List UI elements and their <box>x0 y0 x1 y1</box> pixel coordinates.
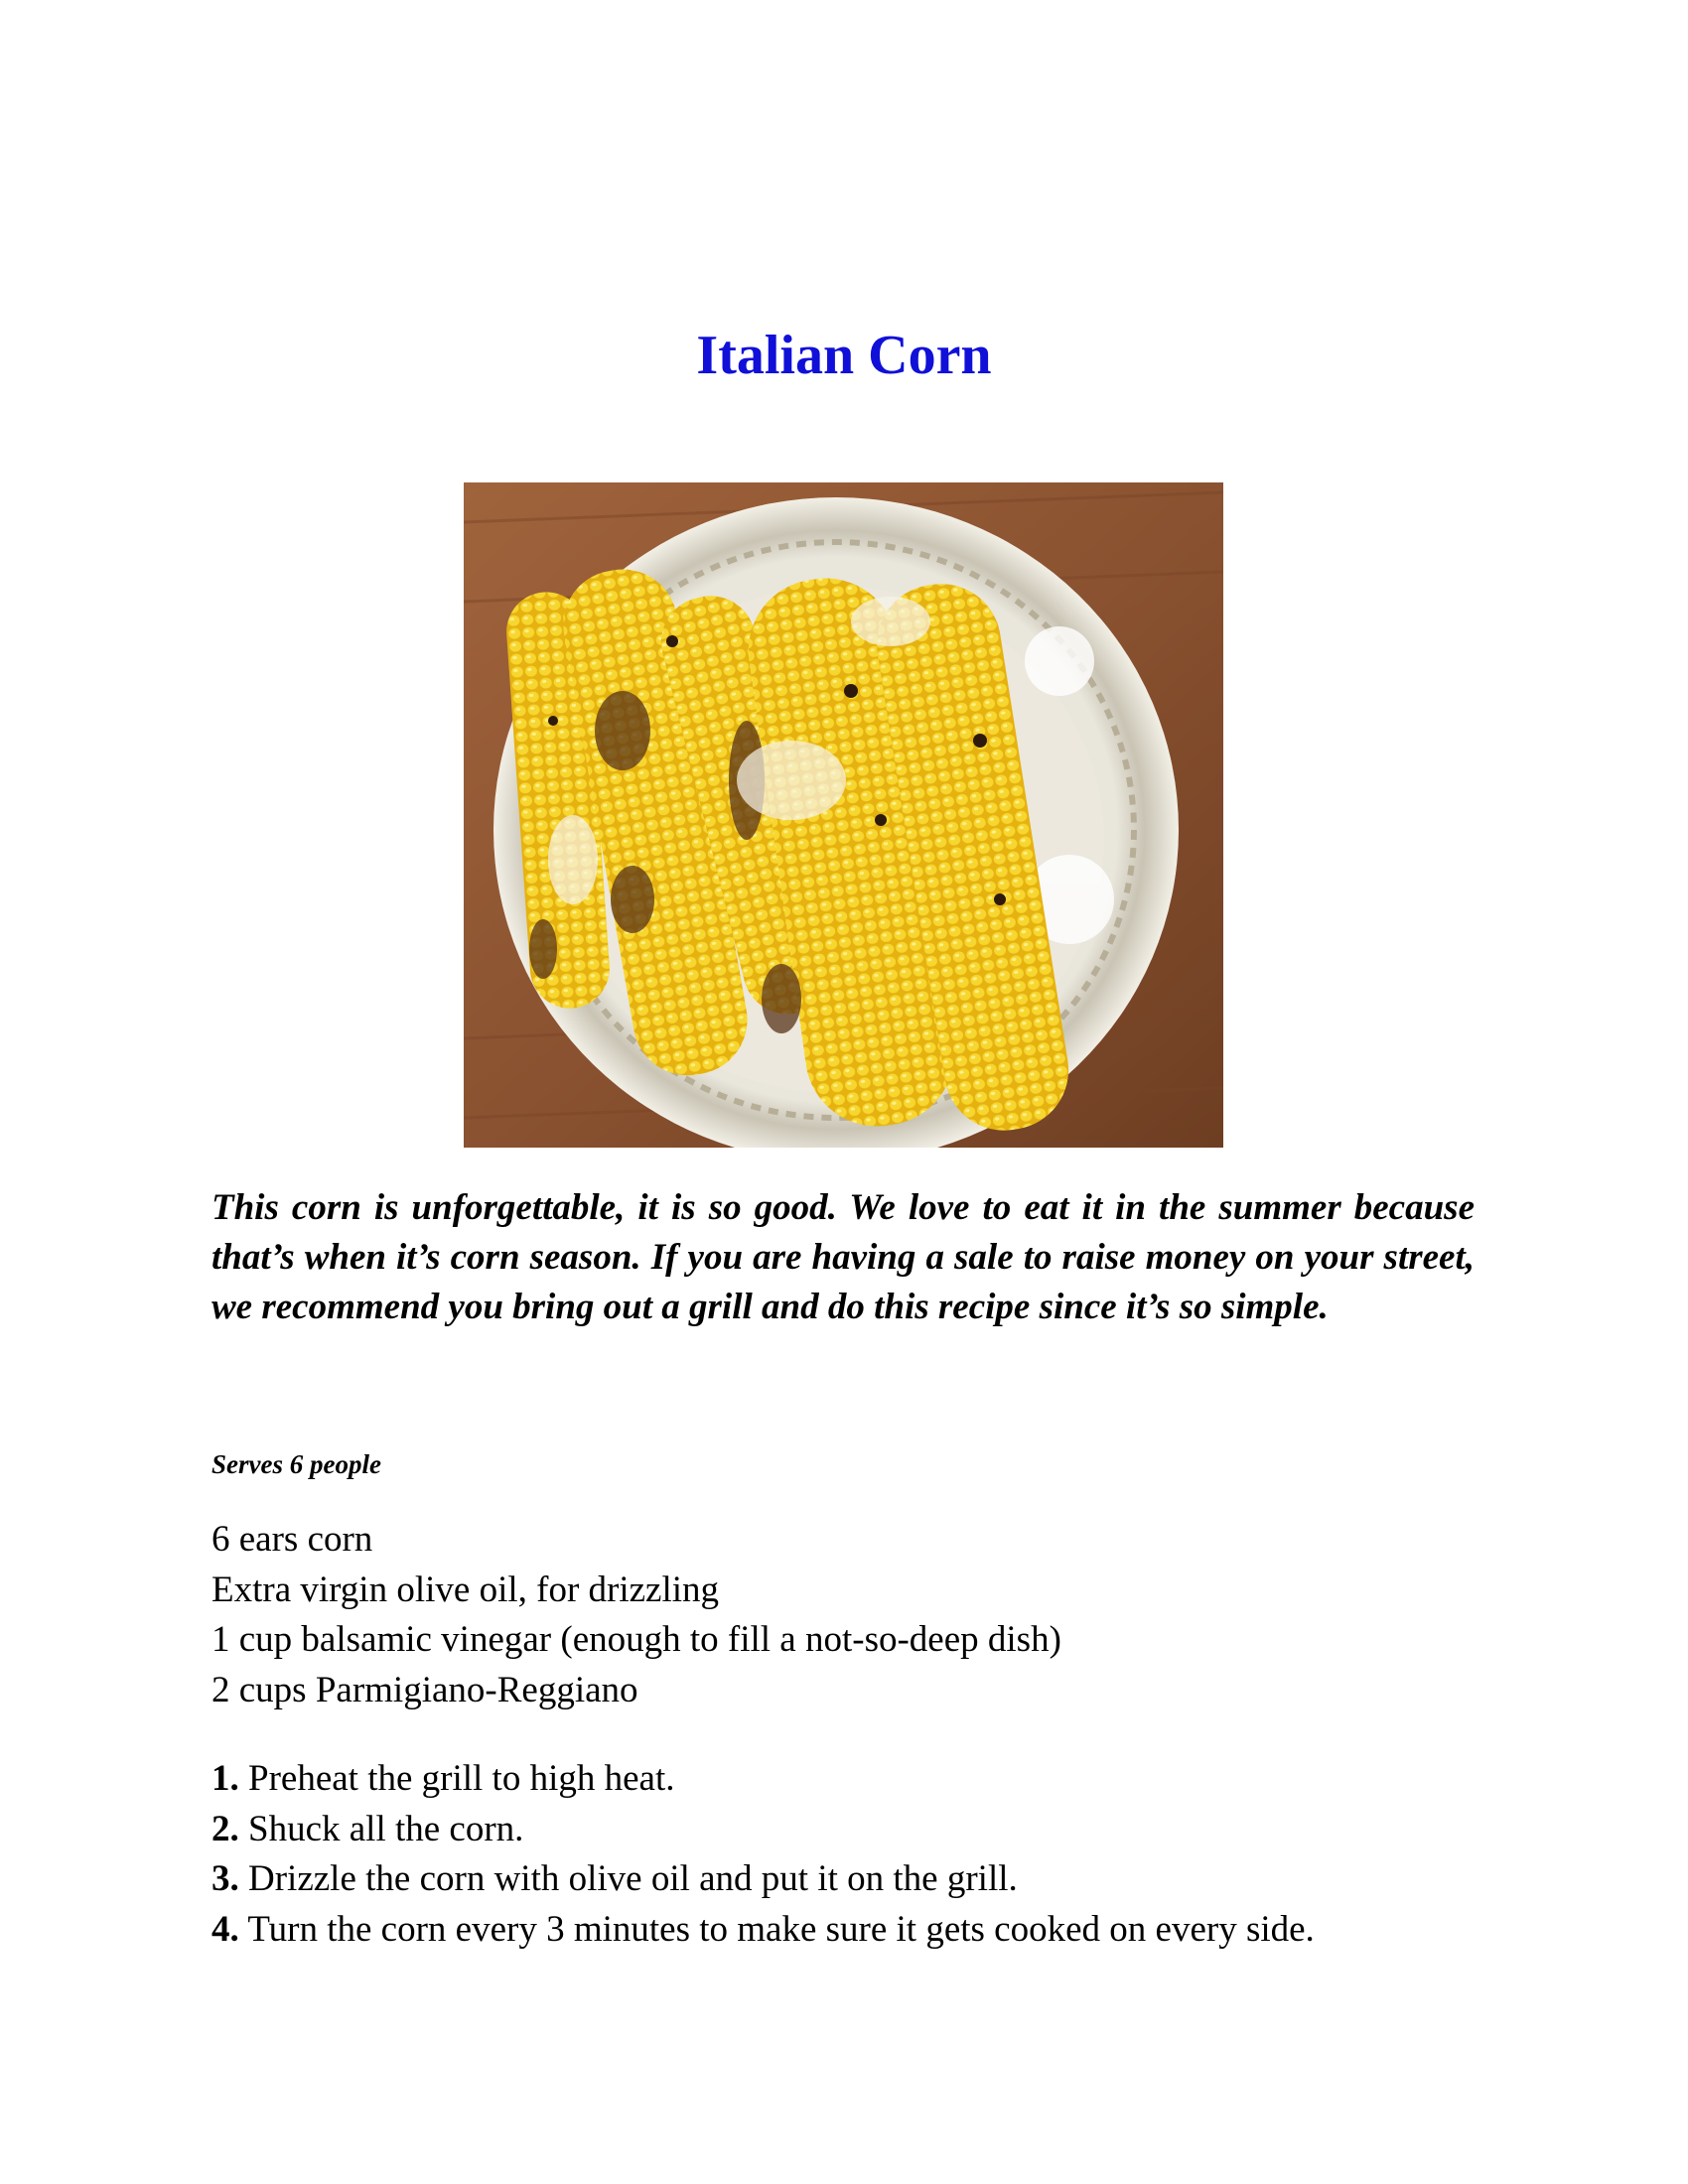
step-item <box>211 1854 1315 1905</box>
servings-note: Serves 6 people <box>211 1449 381 1479</box>
step-text: Preheat the grill to high heat. <box>238 1758 675 1799</box>
step-text: Turn the corn every 3 minutes to make sure it gets cooked on every side. <box>238 1908 1315 1950</box>
step-number: 1. <box>211 1758 239 1799</box>
step-item <box>211 1805 1315 1855</box>
intro-paragraph: This corn is unforgettable, it is so good. We love to eat it in the summer because that’s when it’s corn season. If you are having a sale to raise money on your street, we recommend you bring out a grill and do this recipe since it’s so simple. <box>211 1187 1475 1327</box>
step-text: Drizzle the corn with olive oil and put it on the grill. <box>238 1858 1018 1899</box>
step-number: 2. <box>211 1808 239 1849</box>
step-text: Shuck all the corn. <box>238 1808 524 1849</box>
steps-list <box>211 1754 1315 1955</box>
ingredients-list <box>211 1515 1061 1715</box>
step-number: 3. <box>211 1858 239 1899</box>
grilled-corn-photo <box>464 482 1223 1148</box>
step-item <box>211 1754 1315 1805</box>
ingredient-item: 6 ears corn <box>211 1519 373 1560</box>
step-item <box>211 1905 1315 1956</box>
ingredient-item: 1 cup balsamic vinegar (enough to fill a not-so-deep dish) <box>211 1619 1061 1660</box>
step-number: 4. <box>211 1908 239 1950</box>
ingredient-item: 2 cups Parmigiano-Reggiano <box>211 1669 638 1710</box>
page-title: Italian Corn <box>696 325 992 386</box>
ingredient-item: Extra virgin olive oil, for drizzling <box>211 1569 720 1610</box>
